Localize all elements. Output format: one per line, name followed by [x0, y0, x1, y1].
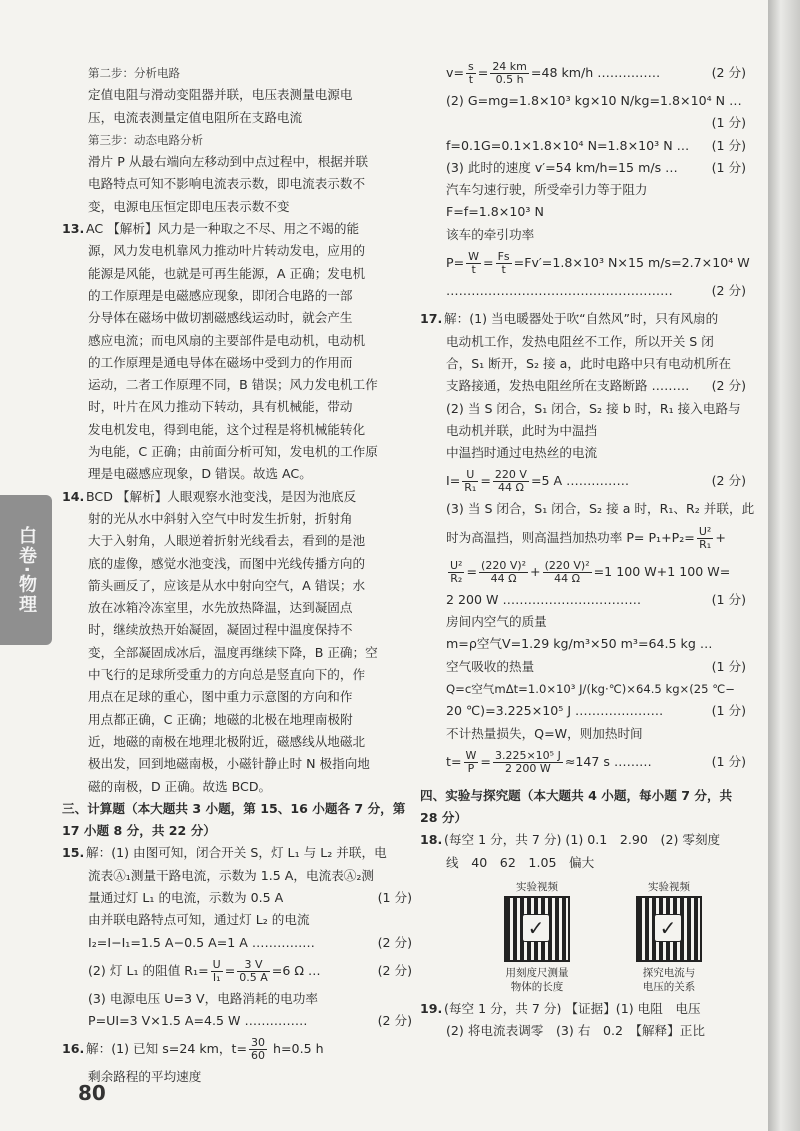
points: (1 分): [711, 703, 746, 719]
q14-line: 变，全部凝固成冰后，温度再继续下降，B 正确；空: [88, 644, 378, 660]
q15-line: 流表Ⓐ₁测量干路电流，示数为 1.5 A，电流表Ⓐ₂测: [88, 867, 375, 883]
section-4-heading: 28 分）: [420, 810, 468, 826]
q13-line: 的工作原理是电磁感应现象，即闭合电路的一部: [88, 287, 353, 303]
q17-line: Q=c空气mΔt=1.0×10³ J/(kg·℃)×64.5 kg×(25 ℃−: [446, 681, 735, 696]
q16-line: ……………………………………………… (2 分): [446, 280, 746, 302]
q17-line: 房间内空气的质量: [446, 614, 547, 630]
q17-line: 合，S₁ 断开，S₂ 接 a，此时电路中只有电动机所在: [446, 355, 732, 371]
q16-line: F=f=1.8×10³ N: [446, 204, 544, 220]
q19-line: (2) 将电流表调零 (3) 右 0.2 【解释】正比: [446, 1023, 705, 1039]
fraction: $\frac{30}{60}$: [251, 1036, 266, 1063]
q17-line: 电动机并联，此时为中温挡: [446, 422, 598, 438]
q14-line: 磁的南极，D 正确。故选 BCD。: [88, 778, 272, 794]
q16-line: 汽车匀速行驶，所受牵引力等于阻力: [446, 182, 648, 198]
points: (1 分): [711, 115, 746, 131]
qr-title: 实验视频: [516, 881, 558, 894]
points: (2 分): [711, 378, 746, 394]
q17-line: 不计热量损失，Q=W，则加热时间: [446, 725, 643, 741]
fraction: $\frac{3 V}{0.5 A}$: [239, 957, 268, 984]
q17-line: 空气吸收的热量: [446, 658, 535, 674]
fraction: $\frac{W}{t}$: [468, 250, 480, 277]
q17-line: 中温挡时通过电热丝的电流: [446, 445, 598, 461]
q15-line: I₂=I−I₁=1.5 A−0.5 A=1 A …………… (2 分): [88, 932, 412, 954]
q14-line: 近，地磁的南极在地理北极附近，磁感线从地磁北: [88, 733, 366, 749]
q13-line: 的工作原理是通电导体在磁场中受到力的作用而: [88, 354, 353, 370]
points: (2 分): [377, 962, 412, 978]
q17-line: 2 200 W …………………………… (1 分): [446, 589, 746, 611]
q16-line: 剩余路程的平均速度: [88, 1069, 202, 1085]
q16-line: 16. 解：(1) 已知 s=24 km，t= $\frac{30}{60}$ h=0.5 h: [88, 1032, 412, 1066]
points: (2 分): [711, 283, 746, 299]
q15-line: 15. 解：(1) 由图可知，闭合开关 S，灯 L₁ 与 L₂ 并联，电: [88, 842, 412, 864]
q13-line: 理是电磁感应现象，D 错误。故选 AC。: [88, 466, 312, 482]
qr-title: 实验视频: [648, 881, 690, 894]
q17-line: 支路接通，发热电阻丝所在支路断路 ……… (2 分): [446, 375, 746, 397]
q17-formula: 时为高温挡，则高温挡加热功率 P= P₁+P₂= $\frac{\text{U²}}{\text{R₁}}$ +: [446, 524, 726, 551]
q13-line: 感应电流；而电风扇的主要部件是电动机，电动机: [88, 332, 366, 348]
q14-line: 底的虚像，感觉水池变浅，而图中光线传播方向的: [88, 555, 366, 571]
fraction: $\frac{U}{\text{I₁}}$: [212, 957, 221, 984]
q16-line: (3) 此时的速度 v′=54 km/h=15 m/s … (1 分): [446, 157, 746, 179]
qr-card[interactable]: [626, 880, 712, 994]
q15-line: (3) 电源电压 U=3 V，电路消耗的电功率: [88, 990, 318, 1006]
q17-line: 17. 解：(1) 当电暖器处于吹“自然风”时，只有风扇的: [446, 308, 746, 330]
fraction: $\frac{W}{P}$: [465, 748, 477, 775]
points: (2 分): [377, 934, 412, 950]
q14-number: 14.: [62, 488, 85, 504]
q14-line: 时，继续放热开始凝固，凝固过程中温度保持不: [88, 622, 353, 638]
fraction: $\frac{Fs}{t}$: [497, 250, 510, 277]
q15-line: 由并联电路特点可知，通过灯 L₂ 的电流: [88, 912, 310, 928]
points: (1 分): [711, 753, 746, 769]
q13-line: 分导体在磁场中做切割磁感线运动时，就会产生: [88, 310, 353, 326]
q14-line: 箭头画反了，应该是从水中射向空气，A 错误；水: [88, 577, 366, 593]
q13-line: 时，叶片在风力推动下转动，具有机械能，带动: [88, 399, 353, 415]
q17-number: 17.: [420, 311, 443, 327]
points: (1 分): [711, 137, 746, 153]
section-3-heading: 三、计算题（本大题共 3 小题，第 15、16 小题各 7 分，第: [62, 800, 406, 816]
qr-code-group: [494, 880, 746, 994]
q15-line: P=UI=3 V×1.5 A=4.5 W …………… (2 分): [88, 1010, 412, 1032]
q18-line: 线 40 62 1.05 偏大: [446, 854, 595, 870]
section-3-heading: 17 小题 8 分，共 22 分）: [62, 823, 216, 839]
text-line: 定值电阻与滑动变阻器并联，电压表测量电源电: [88, 87, 353, 103]
q17-formula: t= $\frac{W}{P}$ = $\frac{\text{3.225×10⁵ J}}{2 200 W}$ ≈147 s ……… (1 分): [446, 745, 746, 779]
q19-number: 19.: [420, 1001, 443, 1017]
q14-line: 放在冰箱冷冻室里，水先放热降温，达到凝固点: [88, 600, 353, 616]
qr-caption: 探究电流与: [642, 967, 696, 980]
q13-number: 13.: [62, 221, 85, 237]
q16-line: f=0.1G=0.1×1.8×10⁴ N=1.8×10³ N … (1 分): [446, 135, 746, 157]
text-line: 变，电源电压恒定即电压表示数不变: [88, 198, 290, 214]
q16-line: 该车的牵引功率: [446, 226, 535, 242]
q13-line: 源，风力发电机靠风力推动叶片转动发电，应用的: [88, 243, 366, 259]
q14-line: 极出发，回到地磁南极，小磁针静止时 N 极指向地: [88, 756, 370, 772]
qr-code-icon[interactable]: [504, 896, 570, 962]
points: (1 分): [711, 591, 746, 607]
q14-line: 14. BCD 【解析】人眼观察水池变浅，是因为池底反: [88, 486, 412, 508]
q14-line: 用点都正确，C 正确；地磁的北极在地理南极附: [88, 711, 353, 727]
q17-line: 20 ℃)=3.225×10⁵ J ………………… (1 分): [446, 700, 746, 722]
q16-line: [446, 112, 746, 134]
q13-line: 13. AC 【解析】风力是一种取之不尽、用之不竭的能: [88, 218, 412, 240]
points: (2 分): [377, 1013, 412, 1029]
qr-caption: 电压的关系: [642, 981, 696, 994]
qr-caption: 用刻度尺测量: [505, 967, 569, 980]
q17-formula: $\frac{\text{U²}}{\text{R₂}}$ = $\frac{\text{(220 V)²}}{44 \Omega}$ + $\frac{\text{(220 V)²}}{44 \Omega}$ =1 100 W+1 100 W=: [450, 558, 731, 585]
fraction: $\frac{\text{U²}}{\text{R₂}}$: [450, 558, 463, 585]
fraction: $\frac{s}{t}$: [468, 60, 474, 86]
text-line: 压，电流表测量定值电阻所在支路电流: [88, 109, 303, 125]
q14-line: 中飞行的足球所受重力的方向总是竖直向下的，作: [88, 667, 366, 683]
q13-line: 发电机发电，得到电能，这个过程是将机械能转化: [88, 421, 366, 437]
fraction: $\frac{\text{(220 V)²}}{44 \Omega}$: [481, 558, 527, 585]
q13-line: 运动，二者工作原理不同，B 错误；风力发电机工作: [88, 377, 378, 393]
q14-line: 大于入射角，人眼逆着折射光线看去，看到的是池: [88, 533, 366, 549]
left-column: [62, 62, 412, 1089]
points: (1 分): [377, 889, 412, 905]
q19-line: 19. (每空 1 分，共 7 分) 【证据】(1) 电阻 电压: [446, 998, 746, 1020]
q17-formula: I= $\frac{U}{\text{R₁}}$ = $\frac{220 V}{44 \Omega}$ =5 A …………… (2 分): [446, 464, 746, 498]
q16-number: 16.: [62, 1041, 85, 1057]
qr-card[interactable]: [494, 880, 580, 994]
step-heading: 第三步：动态电路分析: [88, 132, 203, 147]
points: (2 分): [711, 473, 746, 489]
q16-line: (2) G=mg=1.8×10³ kg×10 N/kg=1.8×10⁴ N …: [446, 93, 742, 108]
side-tab-label: 白卷·物理: [0, 495, 52, 645]
fraction: $\frac{U}{\text{R₁}}$: [464, 468, 477, 495]
q14-line: 用点在足球的重心，图中重力示意图的方向和作: [88, 689, 353, 705]
q16-formula: P= $\frac{W}{t}$ = $\frac{Fs}{t}$ =Fv′=1.8×10³ N×15 m/s=2.7×10⁴ W: [446, 250, 750, 277]
check-icon: ✓: [522, 914, 550, 942]
fraction: $\frac{\text{(220 V)²}}{44 \Omega}$: [544, 558, 590, 585]
q15-number: 15.: [62, 845, 85, 861]
q17-line: (3) 当 S 闭合，S₁ 闭合，S₂ 接 a 时，R₁、R₂ 并联，此: [446, 501, 755, 517]
q17-line: (2) 当 S 闭合，S₁ 闭合，S₂ 接 b 时，R₁ 接入电路与: [446, 400, 741, 416]
q18-number: 18.: [420, 832, 443, 848]
step-heading: 第二步：分析电路: [88, 66, 180, 80]
q18-line: 18. (每空 1 分，共 7 分) (1) 0.1 2.90 (2) 零刻度: [446, 829, 746, 851]
q13-line: 为电能，C 正确；由前面分析可知，发电机的工作原: [88, 444, 378, 460]
fraction: $\frac{24 km}{0.5 h}$: [492, 60, 527, 86]
qr-code-icon[interactable]: [636, 896, 702, 962]
page-edge: [768, 0, 800, 1131]
q13-line: 能源是风能，也就是可再生能源，A 正确；发电机: [88, 265, 366, 281]
q14-line: 射的光从水中斜射入空气中时发生折射，折射角: [88, 510, 353, 526]
points: (1 分): [711, 658, 746, 674]
right-column: [420, 60, 755, 1043]
q15-formula: (2) 灯 L₁ 的阻值 R₁= $\frac{U}{\text{I₁}}$ = $\frac{3 V}{0.5 A}$ =6 Ω … (2 分): [88, 954, 412, 988]
fraction: $\frac{\text{U²}}{\text{R₁}}$: [698, 524, 712, 551]
text-line: 电路特点可知不影响电流表示数，即电流表示数不: [88, 176, 366, 192]
q16-formula: v= $\frac{s}{t}$ = $\frac{24 km}{0.5 h}$ =48 km/h …………… (2 分): [446, 56, 746, 90]
points: (1 分): [711, 159, 746, 175]
text-line: 滑片 P 从最右端向左移动到中点过程中，根据并联: [88, 154, 369, 170]
qr-caption: 物体的长度: [510, 981, 564, 994]
q17-line: 电动机工作，发热电阻丝不工作，所以开关 S 闭: [446, 333, 714, 349]
fraction: $\frac{220 V}{44 \Omega}$: [494, 468, 527, 495]
page-number: 80: [78, 1081, 106, 1105]
q17-line: m=ρ空气V=1.29 kg/m³×50 m³=64.5 kg … (1 分): [446, 633, 746, 655]
check-icon: ✓: [654, 914, 682, 942]
q15-line: 量通过灯 L₁ 的电流，示数为 0.5 A (1 分): [88, 887, 412, 909]
points: (2 分): [711, 65, 746, 80]
section-4-heading: 四、实验与探究题（本大题共 4 小题，每小题 7 分，共: [420, 787, 733, 803]
fraction: $\frac{\text{3.225×10⁵ J}}{2 200 W}$: [494, 748, 561, 775]
